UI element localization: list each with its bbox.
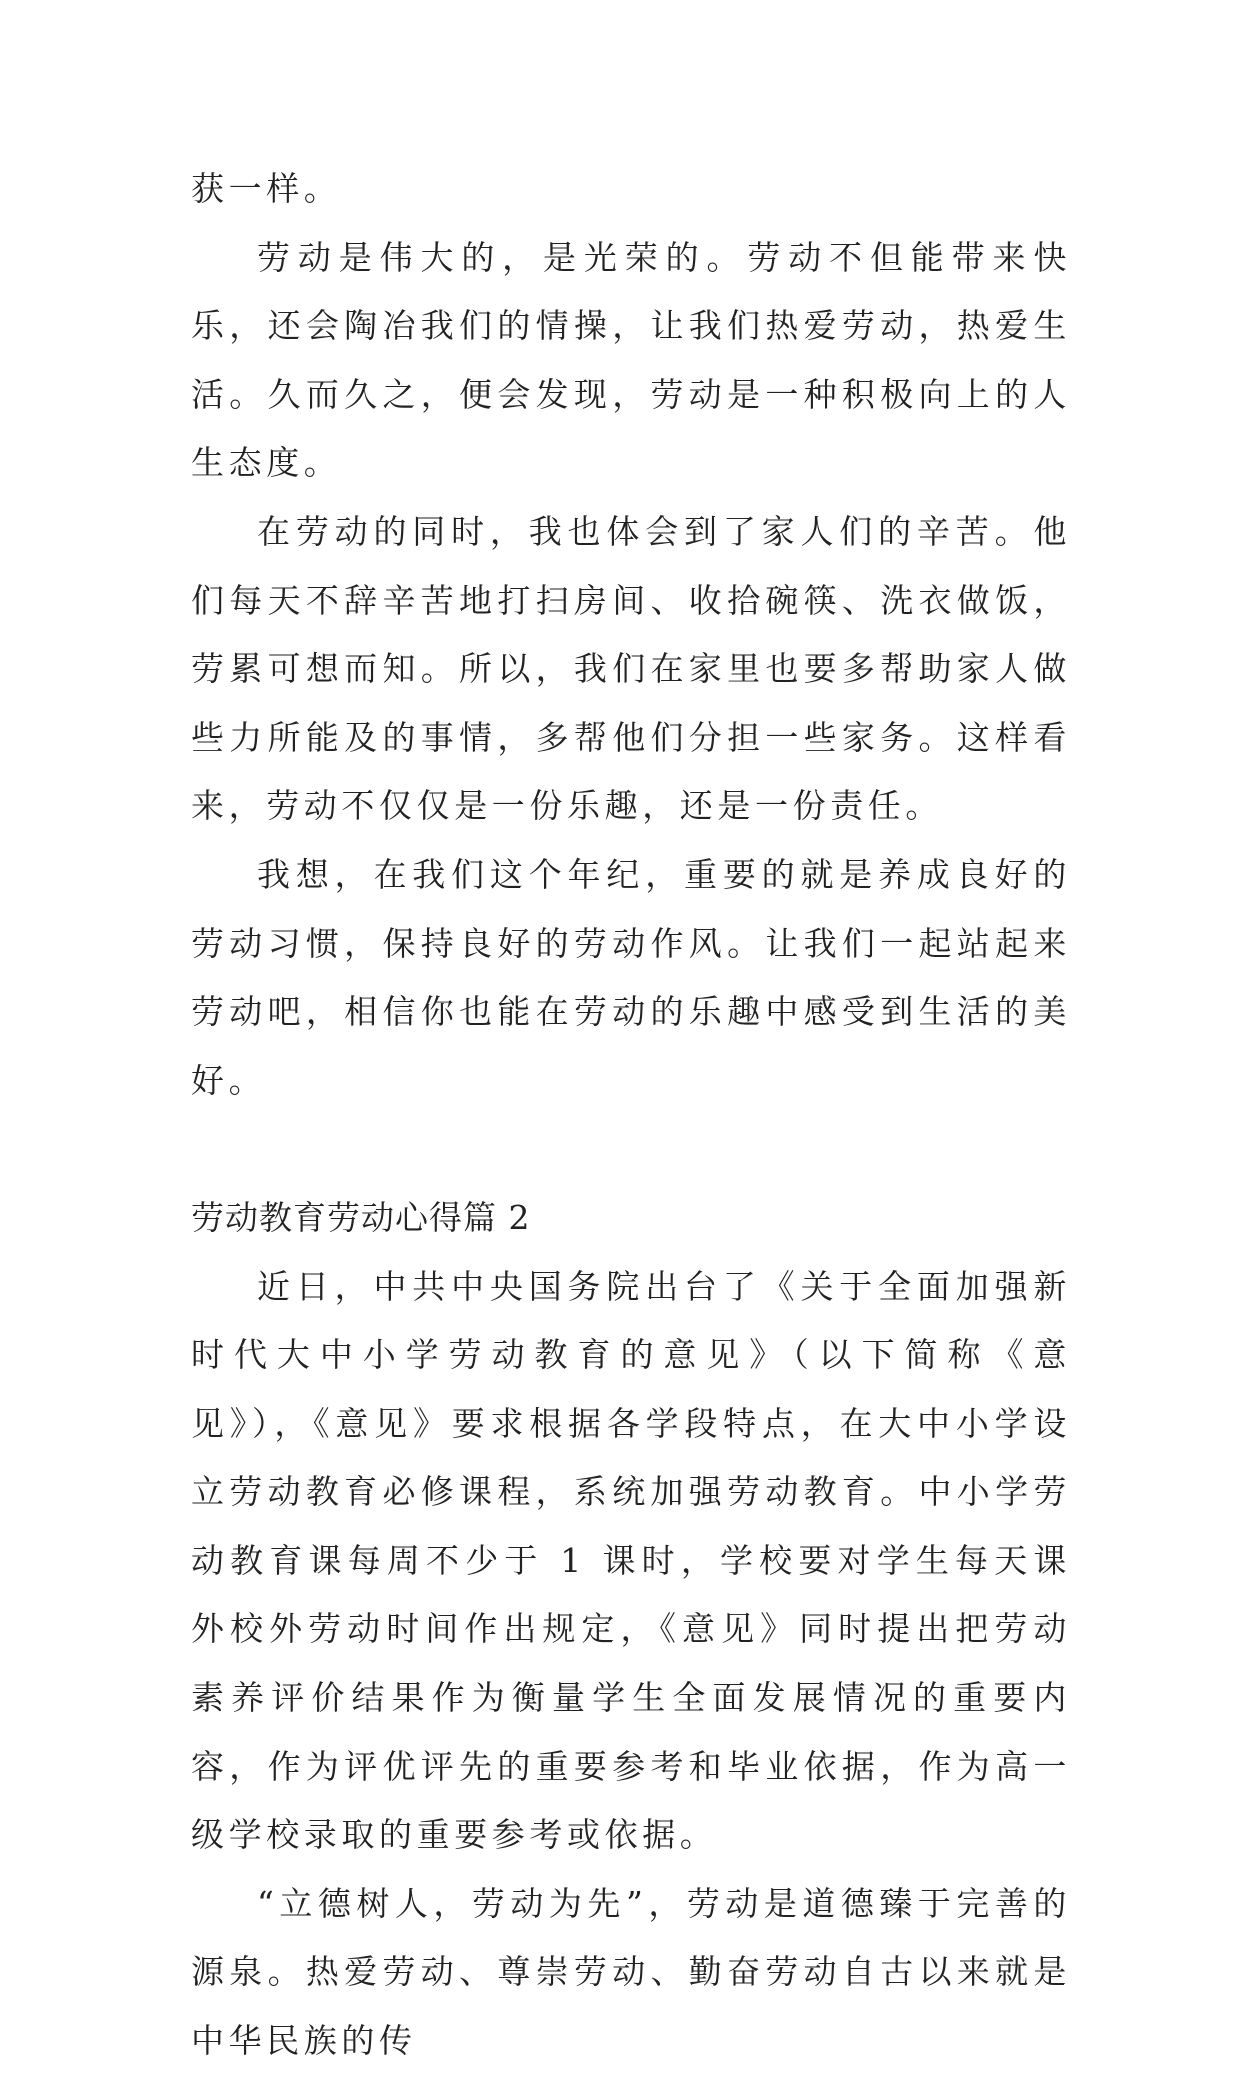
paragraph: 在劳动的同时，我也体会到了家人们的辛苦。他们每天不辞辛苦地打扫房间、收拾碗筷、洗衣做饭，劳累可想而知。所以，我们在家里也要多帮助家人做些力所能及的事情，多帮他们分担一些家务。这样看来，劳动不仅仅是一份乐趣，还是一份责任。	[191, 511, 1071, 826]
paragraph: “立德树人，劳动为先”，劳动是道德臻于完善的源泉。热爱劳动、尊崇劳动、勤奋劳动自古以来就是中华民族的传	[191, 1883, 1071, 2061]
paragraph: 劳动是伟大的，是光荣的。劳动不但能带来快乐，还会陶冶我们的情操，让我们热爱劳动，热爱生活。久而久之，便会发现，劳动是一种积极向上的人生态度。	[191, 237, 1071, 483]
continued-paragraph: 获一样。	[191, 169, 342, 208]
document-body	[191, 155, 1071, 2076]
paragraph: 我想，在我们这个年纪，重要的就是养成良好的劳动习惯，保持良好的劳动作风。让我们一起站起来劳动吧，相信你也能在劳动的乐趣中感受到生活的美好。	[191, 854, 1071, 1100]
section-heading: 劳动教育劳动心得篇 2	[191, 1197, 531, 1237]
paragraph: 近日，中共中央国务院出台了《关于全面加强新时代大中小学劳动教育的意见》（以下简称《意见》），《意见》要求根据各学段特点，在大中小学设立劳动教育必修课程，系统加强劳动教育。中小学劳动教育课每周不少于 1 课时，学校要对学生每天课外校外劳动时间作出规定，《意见》同时提出把劳动素养评价结果作为衡量学生全面发展情况的重要内容，作为评优评先的重要参考和毕业依据，作为高一级学校录取的重要参考或依据。	[191, 1266, 1071, 1855]
